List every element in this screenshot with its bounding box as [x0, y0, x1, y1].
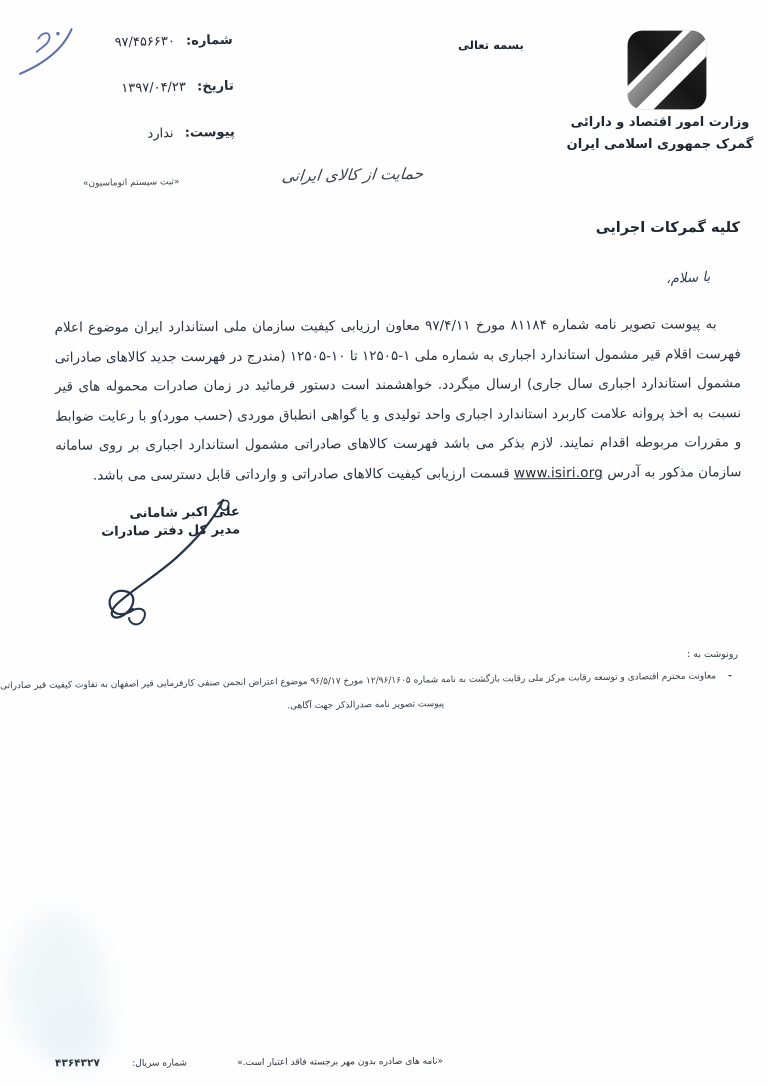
footer-validity-notice: «نامه های صادره بدون مهر برجسته فاقد اعتبار است.»	[237, 1056, 444, 1069]
automation-registration-note: «ثبت سیستم اتوماسیون»	[83, 177, 181, 189]
cc-item-line1: معاونت محترم اقتصادی و توسعه رقابت مرکز ملی رقابت بازگشت به نامه شماره ۱۲/۹۶/۱۶۰۵ مورخ ۹۶/۵/۱۷ موضوع اعتراض انجمن صنفی کارفرمایی قیر اصفهان به تفاوت کیفیت قیر صادراتی	[0, 671, 717, 692]
letterhead-org-names	[556, 112, 764, 156]
handwritten-annotation	[7, 22, 84, 85]
serial-number-label: شماره سریال:	[132, 1058, 187, 1069]
doc-number-row	[114, 33, 232, 51]
bismillah-heading: بسمه تعالی	[458, 38, 524, 52]
body-text-after-url: قسمت ارزیابی کیفیت کالاهای صادراتی و وارداتی قابل دسترسی می باشد.	[92, 464, 515, 483]
doc-date-row	[115, 79, 233, 97]
signature-block	[58, 503, 241, 542]
irica-customs-emblem-icon	[622, 26, 712, 114]
signatory-name: علی اکبر شامانی	[129, 504, 240, 522]
doc-number-value: ۹۷/۴۵۶۶۳۰	[114, 33, 175, 51]
attachment-value: ندارد	[147, 126, 174, 142]
customs-name: گمرک جمهوری اسلامی ایران	[566, 137, 754, 152]
year-slogan: حمایت از کالای ایرانی	[280, 164, 425, 186]
attachment-label: پیوست:	[184, 124, 235, 141]
serial-number-value: ۴۳۶۴۳۲۷	[54, 1057, 100, 1070]
cc-dash-bullet: -	[727, 671, 732, 682]
body-text-before-url: به پیوست تصویر نامه شماره ۸۱۱۸۴ مورخ ۹۷/۴/۱۱ معاون ارزیابی کیفیت سازمان ملی استاندارد ایران موضوع اعلام فهرست اقلام قیر مشمول استاندارد اجباری به شماره ملی ۱-۱۲۵۰۵ تا ۱۰-۱۲۵۰۵ (مندرج در فهرست جدید کالاهای صادراتی مشمول استاندارد اجباری سال جاری) ارسال میگردد. خواهشمند است دستور فرمائید در زمان صادرات محموله های قیر نسبت به اخذ پروانه علامت کاربرد استاندارد اجباری واحد تولیدی و یا گواهی انطباق موردی (حسب مورد)و با رعایت ضوابط و مقررات مربوطه اقدام نمایند. لازم بذکر می باشد فهرست کالاهای صادراتی مشمول استاندارد اجباری بر روی سامانه سازمان مذکور به آدرس	[54, 315, 742, 480]
cc-label: رونوشت به :	[687, 649, 738, 660]
salutation: با سلام،	[665, 268, 711, 288]
doc-attachment-row	[116, 125, 234, 143]
ministry-name: وزارت امور اقتصاد و دارائی	[570, 115, 750, 130]
document-meta-block	[114, 33, 235, 174]
isiri-url-link[interactable]: www.isiri.org	[513, 463, 604, 481]
body-paragraph	[55, 310, 742, 491]
cc-item	[0, 667, 733, 719]
cc-item-line2: پیوست تصویر نامه صدرالذکر جهت آگاهی.	[287, 699, 445, 712]
signatory-title: مدیر کل دفتر صادرات	[101, 522, 241, 540]
doc-number-label: شماره:	[185, 32, 233, 49]
doc-date-label: تاریخ:	[196, 78, 234, 95]
recipient-title: کلیه گمرکات اجرایی	[595, 220, 740, 236]
cc-item-text	[0, 667, 732, 695]
doc-date-value: ۱۳۹۷/۰۴/۲۳	[121, 79, 186, 97]
footer-row	[55, 1055, 443, 1070]
